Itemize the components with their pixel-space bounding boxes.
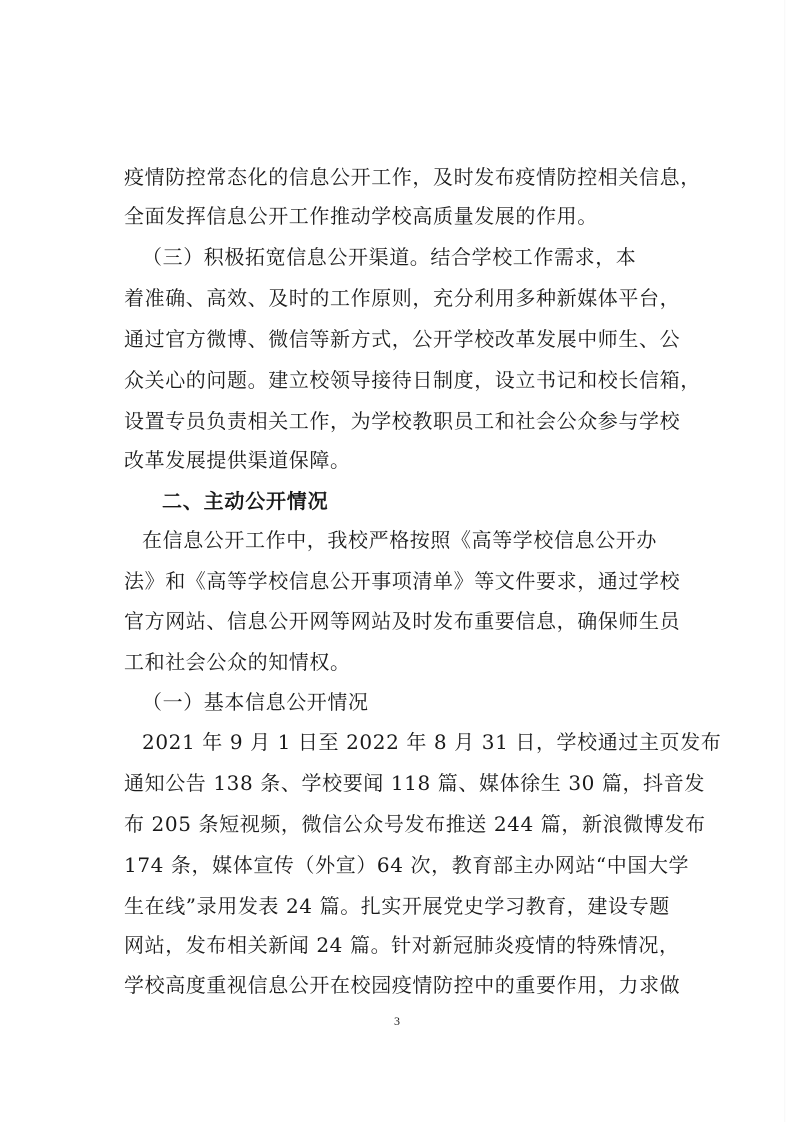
paragraph-line: 通知公告 138 条、学校要闻 118 篇、媒体徐生 30 篇，抖音发: [124, 771, 705, 795]
paragraph-line: 工和社会公众的知情权。: [124, 650, 351, 674]
paragraph-line: 学校高度重视信息公开在校园疫情防控中的重要作用，力求做: [124, 973, 681, 997]
section-two-heading: 二、主动公开情况: [162, 489, 329, 513]
page-number: 3: [394, 1014, 400, 1028]
subsection-one-heading: （一）基本信息公开情况: [142, 690, 369, 714]
paragraph-line: 生在线”录用发表 24 篇。扎实开展党史学习教育，建设专题: [124, 894, 670, 918]
paragraph-line: 全面发挥信息公开工作推动学校高质量发展的作用。: [124, 204, 598, 228]
paragraph-line: 布 205 条短视频，微信公众号发布推送 244 篇，新浪微博发布: [124, 812, 706, 836]
paragraph-line: 设置专员负责相关工作，为学校教职员工和社会公众参与学校: [124, 409, 681, 433]
paragraph-line: 改革发展提供渠道保障。: [124, 448, 351, 472]
paragraph-line: 2021 年 9 月 1 日至 2022 年 8 月 31 日，学校通过主页发布: [142, 730, 722, 754]
paragraph-line: 众关心的问题。建立校领导接待日制度，设立书记和校长信箱，: [124, 368, 701, 392]
paragraph-line: 网站，发布相关新闻 24 篇。针对新冠肺炎疫情的特殊情况，: [124, 933, 680, 957]
paragraph-line: 在信息公开工作中，我校严格按照《高等学校信息公开办: [142, 528, 657, 552]
paragraph-line: 着准确、高效、及时的工作原则，充分利用多种新媒体平台，: [124, 286, 681, 310]
paragraph-line: 通过官方微博、微信等新方式，公开学校改革发展中师生、公: [124, 327, 681, 351]
paragraph-line: 法》和《高等学校信息公开事项清单》等文件要求，通过学校: [124, 569, 681, 593]
subsection-three-heading-line: （三）积极拓宽信息公开渠道。结合学校工作需求，本: [142, 245, 637, 269]
paragraph-line: 174 条，媒体宣传（外宣）64 次，教育部主办网站“中国大学: [124, 853, 690, 877]
scan-edge: [784, 0, 786, 1122]
paragraph-line: 疫情防控常态化的信息公开工作，及时发布疫情防控相关信息，: [124, 165, 701, 189]
paragraph-line: 官方网站、信息公开网等网站及时发布重要信息，确保师生员: [124, 609, 681, 633]
